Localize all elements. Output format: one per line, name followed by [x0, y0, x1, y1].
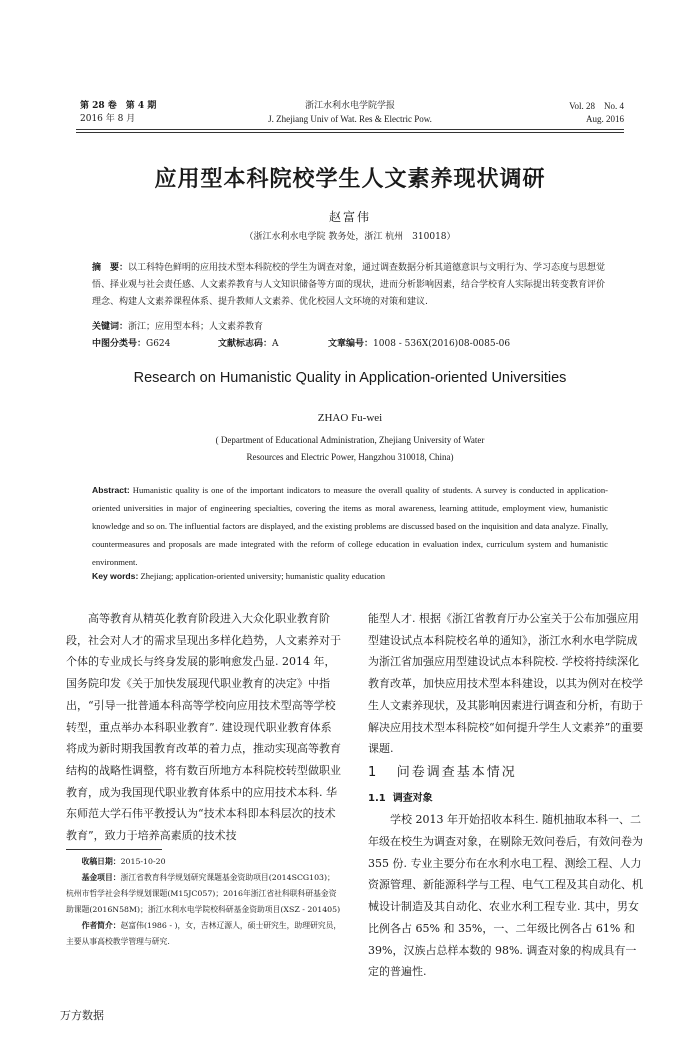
clc-value: G624: [146, 339, 171, 349]
article-number-label: 文章编号：: [328, 339, 374, 349]
body-paragraph: 能型人才. 根据《浙江省教育厅办公室关于公布加强应用型建设试点本科院校名单的通知》，浙江水利水电学院成为浙江省加强应用型建设试点本科院校. 学校将持续深化教育改革，加快应用技术型本科建设，以其为例对在校学生人文素养现状，及其影响因素进行调查和分析，有助于解决应用技术型本科院校“如何提升学生人文素养”的重要课题.: [368, 612, 644, 756]
doc-code-value: A: [272, 339, 279, 349]
watermark-text: 万方数据: [60, 1009, 104, 1022]
author-cn: 赵富伟: [328, 210, 371, 224]
article-number-value: 1008 - 536X(2016)08-0085-06: [373, 339, 511, 349]
body-paragraph: 高等教育从精英化教育阶段进入大众化职业教育阶段，社会对人才的需求呈现出多样化趋势，人文素养对于个体的专业成长与终身发展的影响愈发凸显. 2014 年，国务院印发《关于加快发展现代职业教育的决定》中指出，“引导一批普通本科高等学校向应用技术型高等学校转型，重点举办本科职业教育”. 建设现代职业教育体系将成为新时期我国教育改革的着力点，推动实现高等教育结构的战略性调整，将有数百所地方本科院校转型做职业教育，成为我国现代职业教育体系中的应用技术本科. 华东师范大学石伟平教授认为“技术本科即本科层次的技术教育”，致力于培养高素质的技术技: [66, 612, 341, 843]
paper-title-cn: 应用型本科院校学生人文素养现状调研: [154, 167, 546, 192]
abstract-cn-label: 摘 要：: [92, 263, 129, 273]
clc-label: 中图分类号：: [92, 339, 147, 349]
abstract-cn: [92, 260, 608, 311]
body-paragraph: 学校 2013 年开始招收本科生. 随机抽取本科一、二年级在校生为调查对象，在剔除无效问卷后，有效问卷为 355 份. 专业主要分布在水利水电工程、测绘工程、人力资源管理、新能源科学与工程、电气工程及其自动化、机械设计制造及其自动化、农业水利工程专业. 其中，男女比例各占 65% 和 35%，一、二年级比例各占 61% 和 39%，汉族占总样本数的 98%. 调查对象的构成具有一定的普遍性.: [368, 813, 643, 979]
footnote-rule: [66, 849, 162, 850]
footnote-fund: 基金项目：浙江省教育科学规划研究课题基金资助项目(2014SCG103)；杭州市哲学社会科学规划课题(M15JC057)；2016年浙江省社科联科研基金资助课题(2016N58M)；浙江水利水电学院校科研基金资助项目(XSZ - 201405): [66, 873, 341, 914]
keywords-cn-label: 关键词：: [92, 322, 129, 332]
footnote-author: 作者简介：赵富伟(1986 - )，女，吉林辽源人，硕士研究生，助理研究员，主要从事高校教学管理与研究.: [66, 921, 342, 946]
abstract-en: [92, 481, 608, 571]
author-en: ZHAO Fu-wei: [317, 412, 383, 424]
body-column-right: [368, 608, 644, 983]
body-column-left: [66, 608, 342, 847]
subsection-heading-1-1: 1.1 调查对象: [368, 792, 433, 804]
header-rule-thin: [76, 132, 624, 133]
footnote-received: 收稿日期：2015-10-20: [81, 857, 166, 866]
keywords-en: [92, 571, 608, 581]
header-rule: [76, 129, 624, 130]
paper-title-en: Research on Humanistic Quality in Application-oriented Universities: [133, 370, 567, 386]
footnote: [66, 854, 342, 950]
header-journal: 浙江水利水电学院学报 J. Zhejiang Univ of Wat. Res & Electric Pow.: [268, 101, 432, 124]
header-volume-en: Vol. 28 No. 4 Aug. 2016: [569, 101, 624, 124]
section-heading-1: 1 问卷调查基本情况: [368, 764, 517, 780]
affiliation-en: ( Department of Educational Administration, Zhejiang University of Water Resources and Electric Power, Hangzhou 310018, China): [215, 435, 485, 462]
doc-code-label: 文献标志码：: [218, 339, 273, 349]
keywords-cn-text: 浙江；应用型本科；人文素养教育: [128, 322, 264, 332]
abstract-en-text: Humanistic quality is one of the important indicators to measure the overall quality of students. A survey is conducted in application-oriented universities in major of engineering specialties, covering the items as moral awareness, learning attitude, employment view, humanistic knowledge and so on. The influential factors are displayed, and the existing problems are discussed based on the inquisition and data analyze. Finally, countermeasures and proposals are made integrated with the reform of college education in evaluation index, curriculum system and humanistic environment.: [92, 485, 608, 567]
abstract-cn-text: 以工科特色鲜明的应用技术型本科院校的学生为调查对象，通过调查数据分析其道德意识与文明行为、学习态度与思想觉悟、择业观与社会责任感、人文素养教育与人文知识储备等方面的现状，进而分析影响因素，结合学校育人实际提出转变教育评价理念、构建人文素养课程体系、提升教师人文素养、优化校园人文环境的对策和建议.: [92, 263, 606, 307]
keywords-en-label: Key words:: [92, 571, 139, 581]
running-header: [76, 100, 624, 130]
header-volume: 第 28 卷 第 4 期 2016 年 8 月: [80, 101, 157, 124]
abstract-en-label: Abstract:: [92, 485, 130, 495]
keywords-en-text: Zhejiang; application-oriented university; humanistic quality education: [138, 571, 386, 581]
affiliation-cn: （浙江水利水电学院 教务处，浙江 杭州 310018）: [244, 232, 456, 242]
